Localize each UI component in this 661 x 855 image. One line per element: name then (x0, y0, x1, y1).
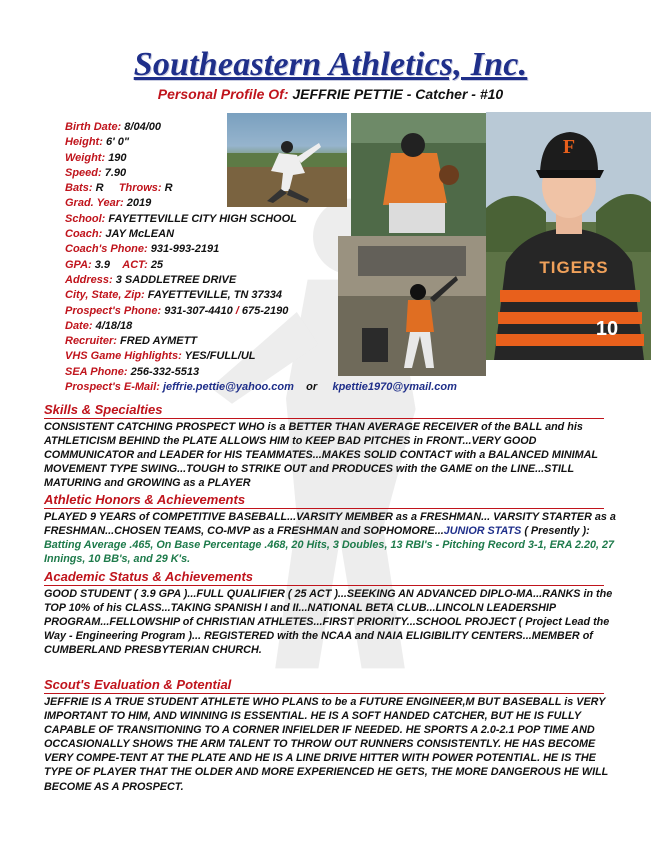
speed-row: Speed: 7.90 (65, 166, 127, 179)
player-portrait-photo (486, 112, 651, 360)
profile-subtitle (0, 86, 661, 102)
jersey-number: 10 (595, 318, 619, 340)
scout-text: JEFFRIE IS A TRUE STUDENT ATHLETE WHO PLANS to be a FUTURE ENGINEER,M BUT BASEBALL is VERY IMPORTANT TO HIM, AND WINNING IS ESSENTIAL. HE IS A SOFT HANDED CATCHER, BUT HE IS FULLY CAPABLE OF TRANSITIONING TO A CORNER INFIELDER IF NEEDED. HE SPORTS A 2.0-2.1 POP TIME AND OCCASIONALLY SHOWS THE ARM TALENT TO THROW OUT RUNNERS CONSISTENTLY. HE HAS BECOME VERY COMPE-TENT AT THE PLATE AND HE IS A LINE DRIVE HITTER WITH POWER POTENTIAL. HE IS THE TYPE OF PLAYER THAT THE OLDER AND MORE EXPERIENCED HE GETS, THE MORE DANGEROUS HE WILL BECOME AS A PROSPECT. (44, 696, 609, 793)
vhs-row: VHS Game Highlights: YES/FULL/UL (65, 350, 256, 363)
skills-text: CONSISTENT CATCHING PROSPECT WHO is a BETTER THAN AVERAGE RECEIVER of the BALL and his ATHLETICISM BEHIND the PLATE ALLOWS HIM to KEEP BAD PITCHES in FRONT...VERY GOOD COMMUNICATOR and LEADER for HIS TEAMMATES...MAKES SOLID CONTACT with a BALANCED MINIMAL MOVEMENT TYPE SWING...TOUGH to STRIKE OUT and PRODUCES with the GAME on the LINE...STILL MATURING and GROWING as a PLAYER (44, 421, 598, 490)
gpa-act-row: GPA: 3.9 ACT: 25 (65, 258, 164, 271)
email-link-primary[interactable]: jeffrie.pettie@yahoo.com (162, 381, 294, 394)
bats-throws-row: Bats: R Throws: R (65, 182, 173, 195)
athletic-heading: Athletic Honors & Achievements (44, 493, 604, 509)
profile-info (65, 120, 505, 395)
height-row: Height: 6' 0" (65, 136, 130, 149)
school-row: School: FAYETTEVILLE CITY HIGH SCHOOL (65, 212, 297, 225)
cap-letter: F (562, 136, 576, 158)
recruiter-row: Recruiter: FRED AYMETT (65, 335, 198, 348)
junior-stats: Batting Average .465, On Base Percentage .468, 20 Hits, 3 Doubles, 13 RBI's - Pitching Record 3-1, ERA 2.20, 27 Innings, 10 BB's, and 29 K's. (44, 539, 615, 566)
page-title: Southeastern Athletics, Inc. (133, 46, 528, 83)
birth-date-row: Birth Date: 8/04/00 (65, 121, 161, 133)
player-name-line: JEFFRIE PETTIE - Catcher - #10 (292, 86, 504, 102)
skills-heading: Skills & Specialties (44, 403, 604, 419)
athletic-text: PLAYED 9 YEARS of COMPETITIVE BASEBALL...VARSITY MEMBER as a FRESHMAN... VARSITY STARTER as a FRESHMAN...CHOSEN TEAMS, CO-MVP as a FRESHMAN and SOPHOMORE...JUNIOR STATS ( Presently ): Batting Average .465, On Base Percentage .468, 20 Hits, 3 Doubles, 13 RBI's - Pitching Record 3-1, ERA 2.20, 27 Innings, 10 BB's, and 29 K's. (44, 511, 616, 566)
junior-stats-label: JUNIOR STATS (443, 525, 522, 538)
profile-label: Personal Profile Of: (157, 86, 289, 102)
weight-row: Weight: 190 (65, 151, 127, 164)
jersey-text: TIGERS (539, 258, 609, 277)
grad-year-row: Grad. Year: 2019 (65, 197, 152, 210)
city-state-zip-row: City, State, Zip: FAYETTEVILLE, TN 37334 (65, 289, 282, 302)
coach-phone-row: Coach's Phone: 931-993-2191 (65, 243, 220, 256)
address-row: Address: 3 SADDLETREE DRIVE (65, 273, 237, 286)
academic-text: GOOD STUDENT ( 3.9 GPA )...FULL QUALIFIER ( 25 ACT )...SEEKING AN ADVANCED DIPLO-MA...RANKS in the TOP 10% of his CLASS...TAKING SPANISH I and II...NATIONAL BETA CLUB...LINCOLN LEADERSHIP PROGRAM...FELLOWSHIP of CHRISTIAN ATHLETES...FIRST PRIORITY...SCHOOL PROJECT ( Project Lead the Way - Engineering Program )... REGISTERED with the NCAA and NAIA ELIGIBILITY CENTERS...MEMBER of CUMBERLAND PRESBYTERIAN CHURCH. (44, 588, 613, 657)
email-row: Prospect's E-Mail: jeffrie.pettie@yahoo.com or kpettie1970@ymail.com (65, 381, 457, 394)
date-row: Date: 4/18/18 (65, 319, 133, 332)
academic-heading: Academic Status & Achievements (44, 570, 604, 586)
email-link-secondary[interactable]: kpettie1970@ymail.com (332, 381, 457, 394)
scout-heading: Scout's Evaluation & Potential (44, 678, 604, 694)
coach-row: Coach: JAY McLEAN (65, 228, 175, 241)
sea-phone-row: SEA Phone: 256-332-5513 (65, 365, 200, 378)
prospect-phone-row: Prospect's Phone: 931-307-4410 / 675-2190 (65, 304, 289, 317)
